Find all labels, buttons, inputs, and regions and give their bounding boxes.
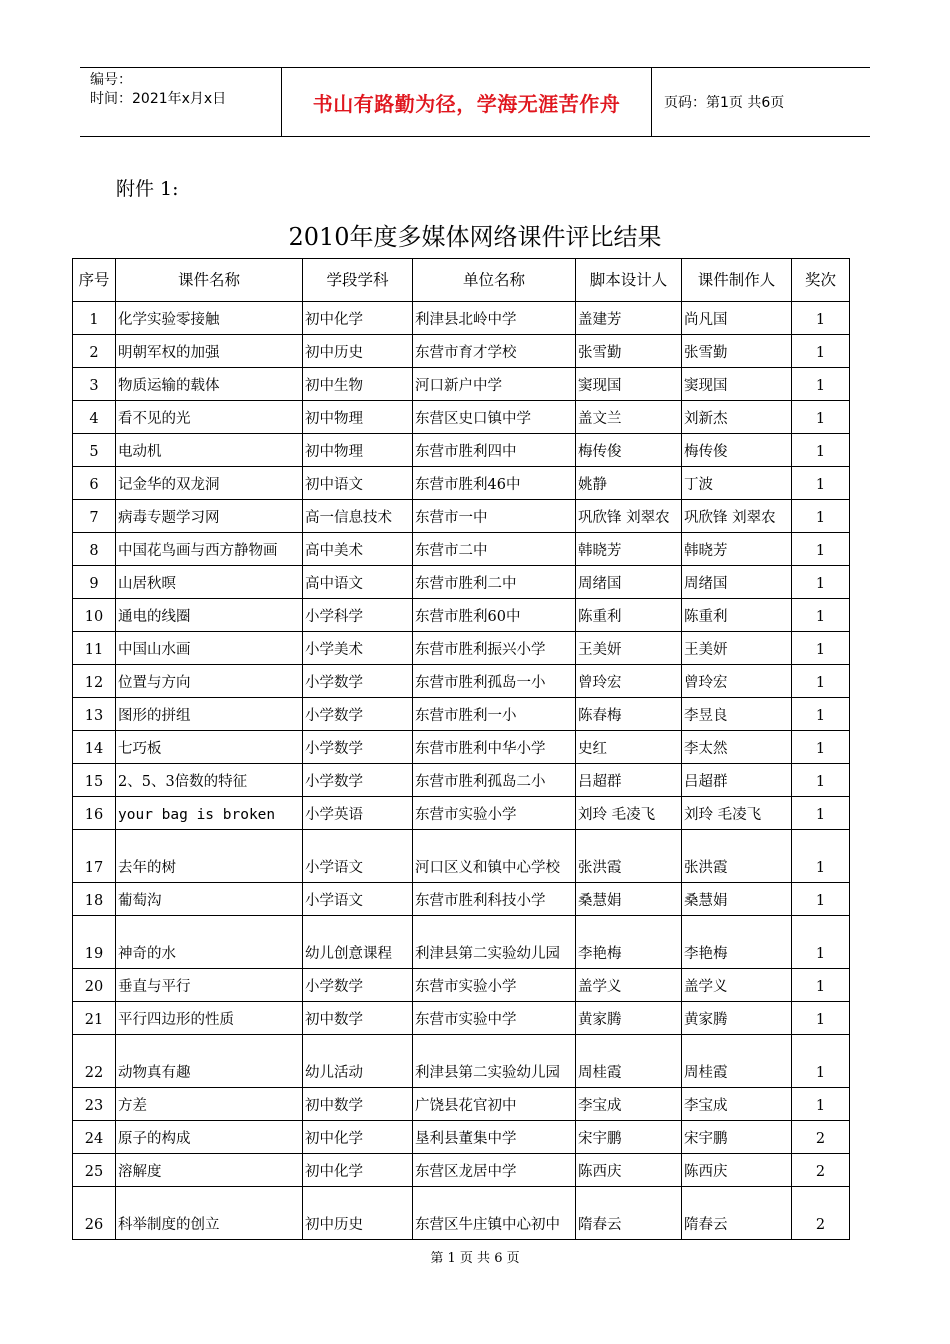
unit-name-cell: 东营市胜利二中 bbox=[413, 566, 576, 599]
row-number-cell: 1 bbox=[73, 302, 116, 335]
subject-cell: 小学语文 bbox=[303, 830, 413, 883]
unit-name-cell: 河口区义和镇中心学校 bbox=[413, 830, 576, 883]
courseware-maker-cell: 刘玲 毛凌飞 bbox=[682, 797, 792, 830]
unit-name-cell: 河口新户中学 bbox=[413, 368, 576, 401]
table-row bbox=[73, 368, 850, 401]
unit-name-cell: 东营市胜利60中 bbox=[413, 599, 576, 632]
courseware-name-cell: 方差 bbox=[116, 1088, 303, 1121]
header-number-label: 编号： bbox=[90, 72, 132, 88]
script-designer-cell: 韩晓芳 bbox=[576, 533, 682, 566]
table-row bbox=[73, 335, 850, 368]
row-number-cell: 8 bbox=[73, 533, 116, 566]
courseware-maker-cell: 李宝成 bbox=[682, 1088, 792, 1121]
unit-name-cell: 东营区史口镇中学 bbox=[413, 401, 576, 434]
courseware-maker-cell: 吕超群 bbox=[682, 764, 792, 797]
subject-cell: 小学数学 bbox=[303, 764, 413, 797]
table-row bbox=[73, 599, 850, 632]
courseware-name-cell: 物质运输的载体 bbox=[116, 368, 303, 401]
unit-name-cell: 东营市实验中学 bbox=[413, 1002, 576, 1035]
courseware-name-cell: 葡萄沟 bbox=[116, 883, 303, 916]
award-level-cell: 1 bbox=[792, 797, 850, 830]
subject-cell: 初中化学 bbox=[303, 1154, 413, 1187]
row-number-cell: 5 bbox=[73, 434, 116, 467]
table-row bbox=[73, 302, 850, 335]
award-level-cell: 1 bbox=[792, 731, 850, 764]
table-row bbox=[73, 632, 850, 665]
courseware-maker-cell: 梅传俊 bbox=[682, 434, 792, 467]
script-designer-cell: 黄家腾 bbox=[576, 1002, 682, 1035]
script-designer-cell: 姚静 bbox=[576, 467, 682, 500]
document-title: 2010年度多媒体网络课件评比结果 bbox=[288, 223, 662, 251]
courseware-name-cell: 图形的拼组 bbox=[116, 698, 303, 731]
courseware-name-cell: 中国山水画 bbox=[116, 632, 303, 665]
column-header: 课件名称 bbox=[116, 259, 303, 302]
table-row bbox=[73, 665, 850, 698]
script-designer-cell: 巩欣锋 刘翠农 bbox=[576, 500, 682, 533]
attachment-label: 附件 1: bbox=[116, 178, 179, 200]
unit-name-cell: 东营市胜利中华小学 bbox=[413, 731, 576, 764]
courseware-maker-cell: 周桂霞 bbox=[682, 1035, 792, 1088]
subject-cell: 幼儿活动 bbox=[303, 1035, 413, 1088]
courseware-maker-cell: 盖学义 bbox=[682, 969, 792, 1002]
script-designer-cell: 陈重利 bbox=[576, 599, 682, 632]
script-designer-cell: 李艳梅 bbox=[576, 916, 682, 969]
courseware-name-cell: 去年的树 bbox=[116, 830, 303, 883]
subject-cell: 初中数学 bbox=[303, 1002, 413, 1035]
courseware-maker-cell: 丁波 bbox=[682, 467, 792, 500]
table-row bbox=[73, 1088, 850, 1121]
subject-cell: 小学科学 bbox=[303, 599, 413, 632]
subject-cell: 高中语文 bbox=[303, 566, 413, 599]
row-number-cell: 6 bbox=[73, 467, 116, 500]
column-header: 单位名称 bbox=[413, 259, 576, 302]
subject-cell: 高一信息技术 bbox=[303, 500, 413, 533]
courseware-name-cell: 科举制度的创立 bbox=[116, 1187, 303, 1240]
courseware-maker-cell: 巩欣锋 刘翠农 bbox=[682, 500, 792, 533]
table-row bbox=[73, 1187, 850, 1240]
table-row bbox=[73, 1035, 850, 1088]
courseware-maker-cell: 刘新杰 bbox=[682, 401, 792, 434]
award-level-cell: 1 bbox=[792, 632, 850, 665]
award-level-cell: 1 bbox=[792, 764, 850, 797]
award-level-cell: 1 bbox=[792, 566, 850, 599]
page-header bbox=[80, 67, 870, 137]
courseware-name-cell: 电动机 bbox=[116, 434, 303, 467]
award-level-cell: 1 bbox=[792, 500, 850, 533]
courseware-maker-cell: 李艳梅 bbox=[682, 916, 792, 969]
award-level-cell: 1 bbox=[792, 698, 850, 731]
row-number-cell: 21 bbox=[73, 1002, 116, 1035]
subject-cell: 小学英语 bbox=[303, 797, 413, 830]
unit-name-cell: 东营市胜利一小 bbox=[413, 698, 576, 731]
award-level-cell: 2 bbox=[792, 1187, 850, 1240]
award-level-cell: 1 bbox=[792, 1002, 850, 1035]
award-level-cell: 2 bbox=[792, 1154, 850, 1187]
courseware-maker-cell: 尚凡国 bbox=[682, 302, 792, 335]
script-designer-cell: 张洪霞 bbox=[576, 830, 682, 883]
table-row bbox=[73, 969, 850, 1002]
courseware-name-cell: 化学实验零接触 bbox=[116, 302, 303, 335]
award-level-cell: 1 bbox=[792, 434, 850, 467]
table-row bbox=[73, 764, 850, 797]
table-row bbox=[73, 1121, 850, 1154]
subject-cell: 初中物理 bbox=[303, 434, 413, 467]
courseware-maker-cell: 李昱良 bbox=[682, 698, 792, 731]
script-designer-cell: 桑慧娟 bbox=[576, 883, 682, 916]
subject-cell: 初中生物 bbox=[303, 368, 413, 401]
script-designer-cell: 张雪勤 bbox=[576, 335, 682, 368]
award-level-cell: 1 bbox=[792, 665, 850, 698]
courseware-name-cell: 记金华的双龙洞 bbox=[116, 467, 303, 500]
award-level-cell: 1 bbox=[792, 368, 850, 401]
award-level-cell: 1 bbox=[792, 401, 850, 434]
script-designer-cell: 周桂霞 bbox=[576, 1035, 682, 1088]
subject-cell: 高中美术 bbox=[303, 533, 413, 566]
subject-cell: 小学语文 bbox=[303, 883, 413, 916]
subject-cell: 小学数学 bbox=[303, 698, 413, 731]
unit-name-cell: 东营市实验小学 bbox=[413, 797, 576, 830]
subject-cell: 初中历史 bbox=[303, 1187, 413, 1240]
courseware-maker-cell: 张洪霞 bbox=[682, 830, 792, 883]
courseware-name-cell: 位置与方向 bbox=[116, 665, 303, 698]
subject-cell: 初中数学 bbox=[303, 1088, 413, 1121]
results-table bbox=[72, 258, 850, 1240]
unit-name-cell: 垦利县董集中学 bbox=[413, 1121, 576, 1154]
award-level-cell: 1 bbox=[792, 599, 850, 632]
script-designer-cell: 隋春云 bbox=[576, 1187, 682, 1240]
row-number-cell: 20 bbox=[73, 969, 116, 1002]
unit-name-cell: 东营市胜利孤岛一小 bbox=[413, 665, 576, 698]
subject-cell: 小学数学 bbox=[303, 731, 413, 764]
row-number-cell: 9 bbox=[73, 566, 116, 599]
script-designer-cell: 陈西庆 bbox=[576, 1154, 682, 1187]
column-header: 奖次 bbox=[792, 259, 850, 302]
unit-name-cell: 广饶县花官初中 bbox=[413, 1088, 576, 1121]
courseware-maker-cell: 张雪勤 bbox=[682, 335, 792, 368]
unit-name-cell: 东营市胜利四中 bbox=[413, 434, 576, 467]
script-designer-cell: 陈春梅 bbox=[576, 698, 682, 731]
award-level-cell: 1 bbox=[792, 335, 850, 368]
subject-cell: 小学美术 bbox=[303, 632, 413, 665]
table-row bbox=[73, 1154, 850, 1187]
unit-name-cell: 东营市一中 bbox=[413, 500, 576, 533]
column-header: 学段学科 bbox=[303, 259, 413, 302]
courseware-name-cell: 神奇的水 bbox=[116, 916, 303, 969]
script-designer-cell: 李宝成 bbox=[576, 1088, 682, 1121]
courseware-maker-cell: 窦现国 bbox=[682, 368, 792, 401]
table-row bbox=[73, 500, 850, 533]
subject-cell: 初中历史 bbox=[303, 335, 413, 368]
row-number-cell: 11 bbox=[73, 632, 116, 665]
row-number-cell: 3 bbox=[73, 368, 116, 401]
courseware-maker-cell: 曾玲宏 bbox=[682, 665, 792, 698]
table-row bbox=[73, 467, 850, 500]
table-row bbox=[73, 698, 850, 731]
unit-name-cell: 东营市育才学校 bbox=[413, 335, 576, 368]
courseware-name-cell: 中国花鸟画与西方静物画 bbox=[116, 533, 303, 566]
script-designer-cell: 窦现国 bbox=[576, 368, 682, 401]
row-number-cell: 24 bbox=[73, 1121, 116, 1154]
courseware-name-cell: 看不见的光 bbox=[116, 401, 303, 434]
table-row bbox=[73, 434, 850, 467]
row-number-cell: 14 bbox=[73, 731, 116, 764]
courseware-name-cell: 通电的线圈 bbox=[116, 599, 303, 632]
table-row bbox=[73, 916, 850, 969]
table-row bbox=[73, 1002, 850, 1035]
table-header-row bbox=[73, 259, 850, 302]
script-designer-cell: 曾玲宏 bbox=[576, 665, 682, 698]
award-level-cell: 1 bbox=[792, 533, 850, 566]
unit-name-cell: 利津县第二实验幼儿园 bbox=[413, 916, 576, 969]
row-number-cell: 4 bbox=[73, 401, 116, 434]
courseware-name-cell: 山居秋暝 bbox=[116, 566, 303, 599]
script-designer-cell: 周绪国 bbox=[576, 566, 682, 599]
unit-name-cell: 东营市胜利46中 bbox=[413, 467, 576, 500]
header-time-label: 时间：2021年x月x日 bbox=[90, 91, 227, 107]
award-level-cell: 2 bbox=[792, 1121, 850, 1154]
row-number-cell: 16 bbox=[73, 797, 116, 830]
script-designer-cell: 吕超群 bbox=[576, 764, 682, 797]
column-header: 脚本设计人 bbox=[576, 259, 682, 302]
row-number-cell: 12 bbox=[73, 665, 116, 698]
courseware-name-cell: 七巧板 bbox=[116, 731, 303, 764]
courseware-name-cell: 溶解度 bbox=[116, 1154, 303, 1187]
row-number-cell: 25 bbox=[73, 1154, 116, 1187]
unit-name-cell: 东营市二中 bbox=[413, 533, 576, 566]
courseware-maker-cell: 隋春云 bbox=[682, 1187, 792, 1240]
table-body bbox=[73, 302, 850, 1240]
subject-cell: 幼儿创意课程 bbox=[303, 916, 413, 969]
courseware-maker-cell: 韩晓芳 bbox=[682, 533, 792, 566]
page-footer: 第 1 页 共 6 页 bbox=[430, 1251, 520, 1266]
subject-cell: 初中语文 bbox=[303, 467, 413, 500]
script-designer-cell: 王美妍 bbox=[576, 632, 682, 665]
courseware-maker-cell: 黄家腾 bbox=[682, 1002, 792, 1035]
courseware-maker-cell: 王美妍 bbox=[682, 632, 792, 665]
courseware-maker-cell: 李太然 bbox=[682, 731, 792, 764]
row-number-cell: 2 bbox=[73, 335, 116, 368]
courseware-name-cell: 平行四边形的性质 bbox=[116, 1002, 303, 1035]
row-number-cell: 26 bbox=[73, 1187, 116, 1240]
row-number-cell: 10 bbox=[73, 599, 116, 632]
table-row bbox=[73, 731, 850, 764]
row-number-cell: 22 bbox=[73, 1035, 116, 1088]
award-level-cell: 1 bbox=[792, 1035, 850, 1088]
unit-name-cell: 东营市胜利振兴小学 bbox=[413, 632, 576, 665]
award-level-cell: 1 bbox=[792, 830, 850, 883]
award-level-cell: 1 bbox=[792, 916, 850, 969]
courseware-maker-cell: 周绪国 bbox=[682, 566, 792, 599]
script-designer-cell: 刘玲 毛凌飞 bbox=[576, 797, 682, 830]
script-designer-cell: 梅传俊 bbox=[576, 434, 682, 467]
courseware-name-cell: 原子的构成 bbox=[116, 1121, 303, 1154]
award-level-cell: 1 bbox=[792, 467, 850, 500]
unit-name-cell: 利津县北岭中学 bbox=[413, 302, 576, 335]
row-number-cell: 7 bbox=[73, 500, 116, 533]
script-designer-cell: 盖文兰 bbox=[576, 401, 682, 434]
courseware-name-cell: 病毒专题学习网 bbox=[116, 500, 303, 533]
courseware-maker-cell: 桑慧娟 bbox=[682, 883, 792, 916]
award-level-cell: 1 bbox=[792, 969, 850, 1002]
subject-cell: 初中物理 bbox=[303, 401, 413, 434]
subject-cell: 小学数学 bbox=[303, 969, 413, 1002]
table-row bbox=[73, 566, 850, 599]
unit-name-cell: 东营市胜利科技小学 bbox=[413, 883, 576, 916]
row-number-cell: 18 bbox=[73, 883, 116, 916]
courseware-name-cell: 垂直与平行 bbox=[116, 969, 303, 1002]
column-header: 序号 bbox=[73, 259, 116, 302]
row-number-cell: 19 bbox=[73, 916, 116, 969]
unit-name-cell: 东营区牛庄镇中心初中 bbox=[413, 1187, 576, 1240]
table-row bbox=[73, 883, 850, 916]
column-header: 课件制作人 bbox=[682, 259, 792, 302]
award-level-cell: 1 bbox=[792, 883, 850, 916]
unit-name-cell: 利津县第二实验幼儿园 bbox=[413, 1035, 576, 1088]
courseware-maker-cell: 陈重利 bbox=[682, 599, 792, 632]
header-page-info: 页码：第1页 共6页 bbox=[664, 95, 785, 111]
courseware-maker-cell: 陈西庆 bbox=[682, 1154, 792, 1187]
courseware-name-cell: 明朝军权的加强 bbox=[116, 335, 303, 368]
row-number-cell: 13 bbox=[73, 698, 116, 731]
courseware-name-cell: 2、5、3倍数的特征 bbox=[116, 764, 303, 797]
courseware-maker-cell: 宋宇鹏 bbox=[682, 1121, 792, 1154]
script-designer-cell: 史红 bbox=[576, 731, 682, 764]
script-designer-cell: 盖学义 bbox=[576, 969, 682, 1002]
table-row bbox=[73, 401, 850, 434]
table-row bbox=[73, 830, 850, 883]
row-number-cell: 15 bbox=[73, 764, 116, 797]
header-meta bbox=[80, 68, 282, 136]
courseware-name-cell: 动物真有趣 bbox=[116, 1035, 303, 1088]
award-level-cell: 1 bbox=[792, 1088, 850, 1121]
unit-name-cell: 东营市胜利孤岛二小 bbox=[413, 764, 576, 797]
courseware-name-cell: your bag is broken bbox=[116, 797, 303, 830]
script-designer-cell: 盖建芳 bbox=[576, 302, 682, 335]
subject-cell: 初中化学 bbox=[303, 302, 413, 335]
subject-cell: 初中化学 bbox=[303, 1121, 413, 1154]
row-number-cell: 17 bbox=[73, 830, 116, 883]
table-row bbox=[73, 533, 850, 566]
row-number-cell: 23 bbox=[73, 1088, 116, 1121]
table-row bbox=[73, 797, 850, 830]
script-designer-cell: 宋宇鹏 bbox=[576, 1121, 682, 1154]
award-level-cell: 1 bbox=[792, 302, 850, 335]
header-motto: 书山有路勤为径，学海无涯苦作舟 bbox=[282, 68, 652, 136]
unit-name-cell: 东营市实验小学 bbox=[413, 969, 576, 1002]
subject-cell: 小学数学 bbox=[303, 665, 413, 698]
unit-name-cell: 东营区龙居中学 bbox=[413, 1154, 576, 1187]
